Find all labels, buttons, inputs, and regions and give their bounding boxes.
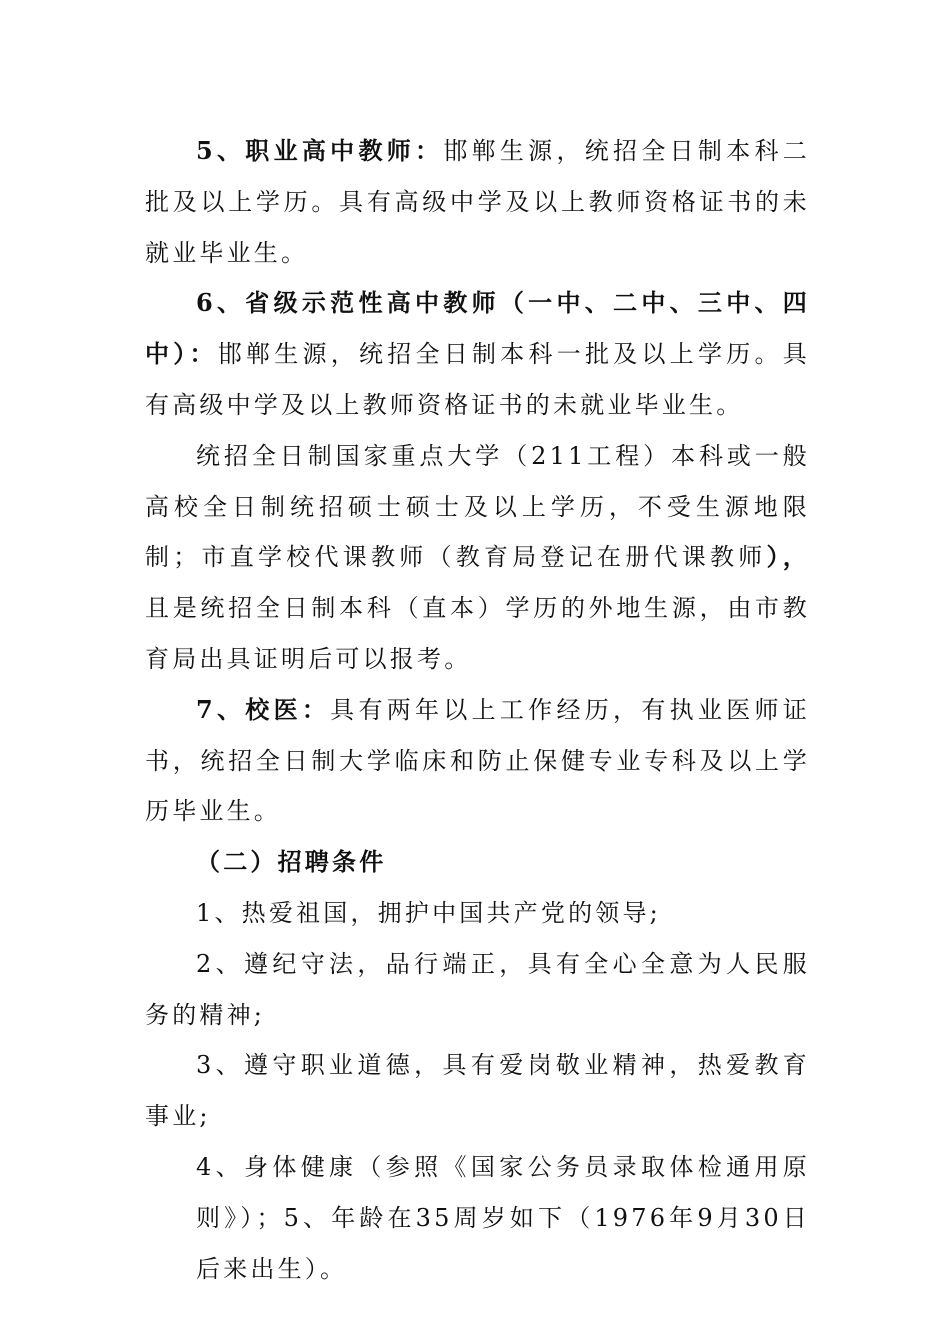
document-page [145,126,810,1294]
paragraph-text-bold: ）， [766,542,810,572]
paragraph-text: 具有两年以上工作经历，有执业医师证书，统招全日制大学临床和防止保健专业专科及以上学历毕业生。 [145,695,810,826]
list-item: 2、遵纪守法，品行端正，具有全心全意为人民服务的精神; [145,949,810,1029]
list-item: 3、遵守职业道德，具有爱岗敬业精神，热爱教育事业; [145,1051,810,1131]
paragraph-school-doctor [145,685,810,837]
paragraph-provincial-teacher [145,278,810,430]
paragraph-label: 6、省级示范性高中教师（一中、二中、三中、四中）： [145,288,810,369]
list-item: 4、身体健康（参照《国家公务员录取体检通用原则》）；5、年龄在35周岁如下（1976年9月30日后来出生）。 [196,1152,810,1283]
paragraph-label: 7、校医： [196,694,331,724]
paragraph-text: 统招全日制国家重点大学（211工程）本科或一般高校全日制统招硕士硕士及以上学历，不受生源地限制；市直学校代课教师（教育局登记在册代课教师 [145,441,810,572]
paragraph-label: 5、职业高中教师： [196,136,444,165]
paragraph-text: 邯郸生源，统招全日制本科一批及以上学历。具有高级中学及以上教师资格证书的未就业毕业生。 [145,340,810,419]
paragraph-text: 邯郸生源，统招全日制本科二批及以上学历。具有高级中学及以上教师资格证书的未就业毕业生。 [145,137,810,267]
paragraph-text: 且是统招全日制本科（直本）学历的外地生源，由市教育局出具证明后可以报考。 [145,594,810,673]
section-heading: （二）招聘条件 [196,847,387,877]
list-item: 1、热爱祖国，拥护中国共产党的领导; [196,898,661,927]
paragraph-exception-rules [145,431,810,685]
paragraph-vocational-teacher [145,126,810,278]
